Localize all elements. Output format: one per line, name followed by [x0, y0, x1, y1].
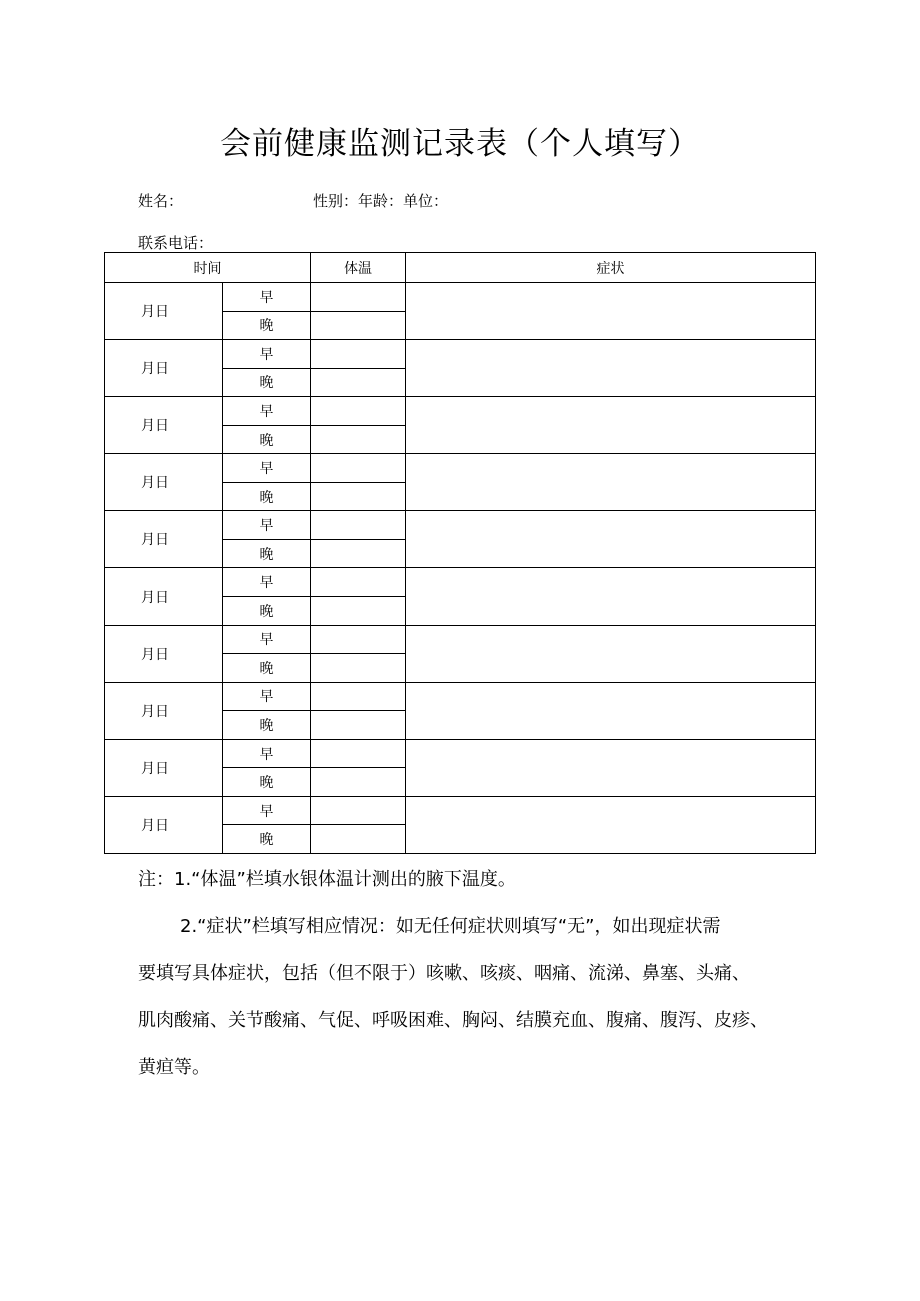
- evening-label: 晚: [223, 482, 311, 511]
- table-header-row: [105, 253, 816, 283]
- temperature-morning-cell[interactable]: [311, 796, 406, 825]
- date-cell[interactable]: 月日: [105, 568, 223, 625]
- page-title: 会前健康监测记录表（个人填写）: [220, 126, 700, 162]
- table-row: [105, 739, 816, 768]
- evening-label: 晚: [223, 825, 311, 854]
- symptoms-cell[interactable]: [406, 739, 816, 796]
- symptoms-cell[interactable]: [406, 568, 816, 625]
- date-cell[interactable]: 月日: [105, 739, 223, 796]
- date-cell[interactable]: 月日: [105, 397, 223, 454]
- temperature-evening-cell[interactable]: [311, 597, 406, 626]
- morning-label: 早: [223, 454, 311, 483]
- symptoms-cell[interactable]: [406, 796, 816, 853]
- evening-label: 晚: [223, 425, 311, 454]
- symptoms-cell[interactable]: [406, 397, 816, 454]
- temperature-evening-cell[interactable]: [311, 711, 406, 740]
- temperature-morning-cell[interactable]: [311, 283, 406, 312]
- note-2-line-3: 肌肉酸痛、关节酸痛、气促、呼吸困难、胸闷、结膜充血、腹痛、腹泻、皮疹、: [138, 1010, 768, 1031]
- table-row: [105, 454, 816, 483]
- temperature-morning-cell[interactable]: [311, 397, 406, 426]
- temperature-morning-cell[interactable]: [311, 682, 406, 711]
- evening-label: 晚: [223, 597, 311, 626]
- table-row: [105, 283, 816, 312]
- morning-label: 早: [223, 682, 311, 711]
- note-2-line-1: 2.“症状”栏填写相应情况：如无任何症状则填写“无”，如出现症状需: [180, 916, 721, 937]
- symptoms-cell[interactable]: [406, 283, 816, 340]
- temperature-evening-cell[interactable]: [311, 482, 406, 511]
- morning-label: 早: [223, 796, 311, 825]
- temperature-evening-cell[interactable]: [311, 368, 406, 397]
- evening-label: 晚: [223, 768, 311, 797]
- temperature-morning-cell[interactable]: [311, 625, 406, 654]
- evening-label: 晚: [223, 311, 311, 340]
- header-time: 时间: [105, 253, 311, 283]
- table-row: [105, 397, 816, 426]
- temperature-evening-cell[interactable]: [311, 425, 406, 454]
- date-cell[interactable]: 月日: [105, 796, 223, 853]
- phone-label: 联系电话：: [138, 234, 214, 252]
- symptoms-cell[interactable]: [406, 511, 816, 568]
- temperature-morning-cell[interactable]: [311, 568, 406, 597]
- morning-label: 早: [223, 340, 311, 369]
- temperature-morning-cell[interactable]: [311, 340, 406, 369]
- temperature-evening-cell[interactable]: [311, 768, 406, 797]
- table-row: [105, 511, 816, 540]
- date-cell[interactable]: 月日: [105, 511, 223, 568]
- symptoms-cell[interactable]: [406, 625, 816, 682]
- morning-label: 早: [223, 283, 311, 312]
- evening-label: 晚: [223, 711, 311, 740]
- temperature-evening-cell[interactable]: [311, 825, 406, 854]
- gender-age-unit-label: 性别：年龄：单位：: [313, 192, 449, 210]
- table-row: [105, 340, 816, 369]
- morning-label: 早: [223, 739, 311, 768]
- notes-section: [138, 856, 838, 1091]
- temperature-evening-cell[interactable]: [311, 654, 406, 683]
- table-row: [105, 682, 816, 711]
- evening-label: 晚: [223, 539, 311, 568]
- temperature-evening-cell[interactable]: [311, 539, 406, 568]
- symptoms-cell[interactable]: [406, 340, 816, 397]
- note-2-line-2: 要填写具体症状，包括（但不限于）咳嗽、咳痰、咽痛、流涕、鼻塞、头痛、: [138, 963, 750, 984]
- evening-label: 晚: [223, 654, 311, 683]
- name-label: 姓名：: [138, 192, 184, 210]
- info-row-personal: [138, 190, 838, 212]
- morning-label: 早: [223, 625, 311, 654]
- table-row: [105, 625, 816, 654]
- temperature-evening-cell[interactable]: [311, 311, 406, 340]
- table-row: [105, 568, 816, 597]
- morning-label: 早: [223, 511, 311, 540]
- symptoms-cell[interactable]: [406, 682, 816, 739]
- date-cell[interactable]: 月日: [105, 682, 223, 739]
- evening-label: 晚: [223, 368, 311, 397]
- temperature-morning-cell[interactable]: [311, 739, 406, 768]
- table-row: [105, 796, 816, 825]
- temperature-morning-cell[interactable]: [311, 454, 406, 483]
- date-cell[interactable]: 月日: [105, 340, 223, 397]
- note-1: 注：1.“体温”栏填水银体温计测出的腋下温度。: [138, 869, 516, 890]
- note-2-line-4: 黄疸等。: [138, 1057, 210, 1078]
- date-cell[interactable]: 月日: [105, 454, 223, 511]
- morning-label: 早: [223, 568, 311, 597]
- health-record-table: [104, 252, 816, 854]
- header-temperature: 体温: [311, 253, 406, 283]
- header-symptoms: 症状: [406, 253, 816, 283]
- morning-label: 早: [223, 397, 311, 426]
- date-cell[interactable]: 月日: [105, 283, 223, 340]
- temperature-morning-cell[interactable]: [311, 511, 406, 540]
- symptoms-cell[interactable]: [406, 454, 816, 511]
- date-cell[interactable]: 月日: [105, 625, 223, 682]
